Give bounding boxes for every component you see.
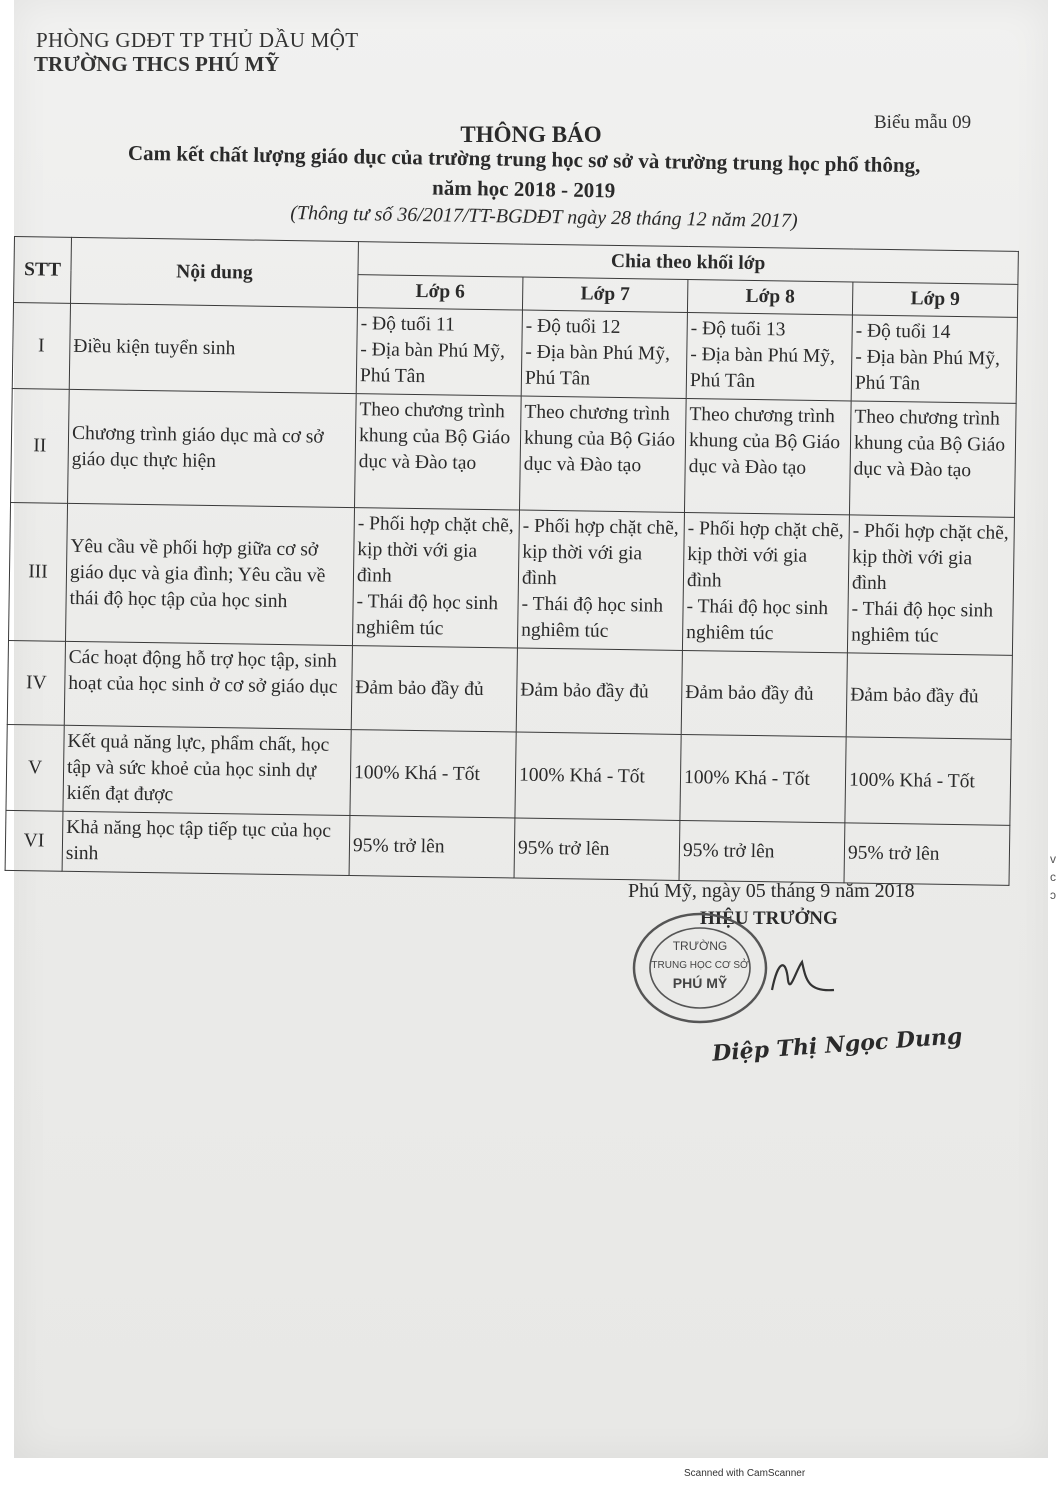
signature-block (628, 880, 964, 1067)
row-content: Khả năng học tập tiếp tục của học sinh (62, 811, 350, 875)
header-grade-6: Lớp 6 (357, 275, 522, 310)
cell-grade-8: - Phối hợp chặt chẽ, kịp thời với gia đình - Thái độ học sinh nghiêm túc (682, 512, 849, 652)
row-content: Các hoạt động hỗ trợ học tập, sinh hoạt của học sinh ở cơ sở giáo dục (64, 641, 352, 729)
table-row (7, 640, 1012, 739)
cell-grade-8: 100% Khá - Tốt (680, 734, 846, 822)
cell-grade-6: - Độ tuổi 11 - Địa bàn Phú Mỹ, Phú Tân (356, 308, 522, 396)
document-title: THÔNG BÁO (460, 122, 602, 147)
cell-grade-9: Đảm bảo đầy đủ (846, 653, 1012, 739)
signer-name: Diệp Thị Ngọc Dung (711, 1023, 964, 1067)
cell-grade-6: Theo chương trình khung của Bộ Giáo dục và Đào tạo (355, 394, 522, 510)
circular-reference: (Thông tư số 36/2017/TT-BGDĐT ngày 28 tháng 12 năm 2017) (290, 202, 798, 232)
row-stt: IV (7, 640, 65, 725)
table-row (11, 388, 1017, 517)
cell-grade-6: - Phối hợp chặt chẽ, kịp thời với gia đình - Thái độ học sinh nghiêm túc (352, 508, 519, 648)
form-number: Biểu mẫu 09 (874, 112, 972, 133)
cell-grade-7: 95% trở lên (514, 818, 680, 880)
header-grade-7: Lớp 7 (522, 277, 687, 312)
row-content: Kết quả năng lực, phẩm chất, học tập và sức khoẻ của học sinh dự kiến đạt được (63, 725, 351, 815)
scanner-watermark: Scanned with CamScanner (684, 1468, 806, 1479)
document-page (14, 0, 1056, 1458)
cell-grade-9: - Phối hợp chặt chẽ, kịp thời với gia đình - Thái độ học sinh nghiêm túc (847, 515, 1014, 655)
header-stt: STT (14, 237, 72, 304)
place-date: Phú Mỹ, ngày 05 tháng 9 năm 2018 (628, 880, 915, 902)
cell-grade-6: 95% trở lên (349, 816, 515, 878)
department-name: PHÒNG GDĐT TP THỦ DẦU MỘT (36, 28, 359, 52)
cell-grade-9: 100% Khá - Tốt (845, 737, 1011, 825)
cell-grade-8: Đảm bảo đầy đủ (681, 650, 847, 736)
cell-grade-9: Theo chương trình khung của Bộ Giáo dục và Đào tạo (849, 401, 1016, 517)
row-stt: III (8, 502, 67, 641)
row-content: Điều kiện tuyển sinh (69, 303, 357, 393)
header-content: Nội dung (71, 237, 359, 307)
row-content: Chương trình giáo dục mà cơ sở giáo dục thực hiện (68, 389, 357, 507)
cell-grade-9: - Độ tuổi 14 - Địa bàn Phú Mỹ, Phú Tân (851, 315, 1017, 403)
header-grade-group: Chia theo khối lớp (358, 242, 1018, 285)
row-stt: V (6, 724, 64, 811)
row-stt: VI (5, 810, 63, 871)
table-row (8, 502, 1014, 655)
seal-text-bottom: PHÚ MỸ (672, 975, 728, 991)
cell-grade-7: - Phối hợp chặt chẽ, kịp thời với gia đình - Thái độ học sinh nghiêm túc (517, 510, 684, 650)
cell-grade-6: Đảm bảo đầy đủ (351, 646, 517, 732)
signer-role: HIỆU TRƯỞNG (700, 908, 838, 929)
header-grade-9: Lớp 9 (852, 282, 1017, 317)
cell-grade-7: Đảm bảo đầy đủ (516, 648, 682, 734)
signature-scrawl (768, 950, 838, 1000)
cell-grade-7: Theo chương trình khung của Bộ Giáo dục và Đào tạo (519, 396, 686, 512)
page-edge-artifact: v c ɔ (1050, 852, 1056, 902)
header-grade-8: Lớp 8 (687, 280, 852, 315)
cell-grade-8: Theo chương trình khung của Bộ Giáo dục và Đào tạo (684, 398, 851, 514)
cell-grade-8: - Độ tuổi 13 - Địa bàn Phú Mỹ, Phú Tân (686, 312, 852, 400)
table-row (6, 724, 1011, 825)
table-row (12, 303, 1017, 404)
row-content: Yêu cầu về phối hợp giữa cơ sở giáo dục và gia đình; Yêu cầu về thái độ học tập của học sinh (65, 503, 354, 645)
commitment-table (5, 236, 1019, 886)
cell-grade-7: 100% Khá - Tốt (515, 732, 681, 820)
school-name: TRƯỜNG THCS PHÚ MỸ (34, 52, 280, 76)
row-stt: I (12, 303, 70, 390)
document-subtitle (74, 133, 975, 211)
subtitle-line-1: Cam kết chất lượng giáo dục của trường trung học sơ sở và trường trung học phổ thông, (127, 140, 921, 178)
cell-grade-9: 95% trở lên (844, 823, 1010, 885)
subtitle-line-2: năm học 2018 - 2019 (431, 175, 616, 203)
cell-grade-8: 95% trở lên (679, 820, 845, 882)
cell-grade-6: 100% Khá - Tốt (350, 730, 516, 818)
seal-text-top: TRƯỜNG (672, 939, 728, 953)
school-seal-stamp (628, 906, 778, 1026)
row-stt: II (11, 388, 70, 503)
seal-text-mid: TRUNG HỌC CƠ SỞ (651, 960, 749, 971)
cell-grade-7: - Độ tuổi 12 - Địa bàn Phú Mỹ, Phú Tân (521, 310, 687, 398)
